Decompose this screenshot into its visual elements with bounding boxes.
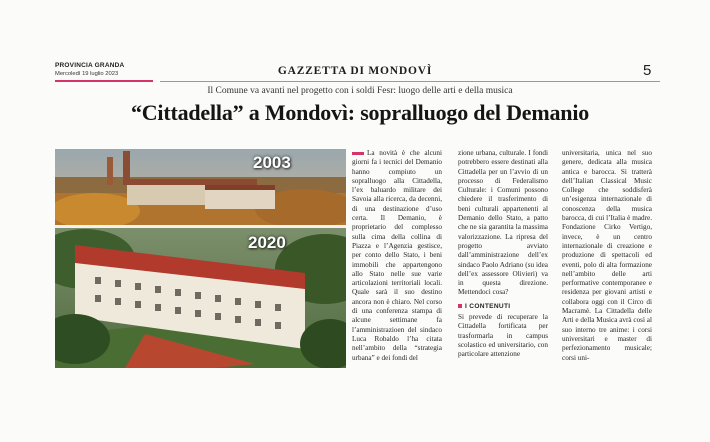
column-2-text-continued: Si prevede di recuperare la Cittadella fortificata per trasformarla in campus scolastico ed universitario, con particolare attenzione (458, 313, 548, 359)
photo-year-label-bottom: 2020 (248, 233, 286, 252)
section-title: GAZZETTA DI MONDOVÌ (277, 65, 433, 77)
masthead-accent-rule (55, 80, 153, 82)
column-1-text: La novità è che alcuni giorni fa i tecnici del Demanio hanno compiuto un sopralluogo alla Cittadella, l’ex baluardo militare dei Savoia alla ricerca, da decenni, di una destinazione d’uso certa. Il Demanio, è proprietario del complesso sulla cima della collina di Piazza e l’Agenzia gestisce, per conto dello Stato, i beni immobili che appartengono allo Stato nelle sue varie articolazioni territoriali locali. Quale sarà il suo destino ancora non è chiaro. Nel corso di una conferenza stampa di alcune settimane fa l’amministrazioen del sindaco Luca Robaldo l’ha citata nell’ambito della “strategia urbana” e dei fondi del (352, 149, 442, 362)
column-3-text: universitaria, unica nel suo genere, dedicata alla musica antica e barocca. Si tratterà dell’Italian Classical Music College che soddisferà un’esigenza internazionale di conoscenza della musica barocca, di cui l’Italia è madre. Fondazione Cirko Vertigo, invece, è un centro internazionale di creazione e produzione di spettacoli ed eventi, polo di alta formazione nell’ambito delle arti performative contemporanee e residenza per giovani artisti e collabora oggi con il Circo di Macramè. La Cittadella delle Arti e della Musica avrà così al suo interno tre anime: i corsi universitari e master di perfezionamento musicale; corsi uni- (562, 149, 652, 362)
masthead-divider (160, 81, 660, 82)
publication-date: Mercoledì 19 luglio 2023 (55, 71, 119, 77)
comparison-photo-illustration (55, 149, 346, 368)
article-column-2 (458, 149, 548, 368)
article-photo (55, 149, 346, 368)
publication-name: PROVINCIA GRANDA (55, 62, 125, 69)
column-2-text: zione urbana, culturale. I fondi potrebbero essere destinati alla Cittadella per un l’avvio di un processo di Federalismo Culturale: i Comuni possono chiedere il trasferimento di beni culturali appartenenti al Demanio dello Stato, a patto che ne sia garantita la massima valorizzazione. La ripresa del progetto avviato dall’amministrazione dell’ex sindaco Paolo Adriano (su idea dell’ex assessore Olivieri) va in questa direzione. Mettendoci cosa? (458, 149, 548, 297)
article-kicker: Il Comune va avanti nel progetto con i soldi Fesr: luogo delle arti e della musica (207, 86, 513, 96)
section-subhead (458, 302, 548, 311)
lead-accent-bar (352, 152, 364, 155)
photo-year-label-top: 2003 (253, 153, 291, 172)
article-column-1 (352, 149, 442, 368)
masthead-left (55, 62, 155, 78)
subhead-square-icon (458, 304, 462, 308)
subhead-label: I CONTENUTI (465, 302, 511, 310)
article-column-3 (562, 149, 652, 368)
article-headline: “Cittadella” a Mondovì: sopralluogo del Demanio (130, 100, 590, 125)
page-number: 5 (643, 62, 652, 79)
